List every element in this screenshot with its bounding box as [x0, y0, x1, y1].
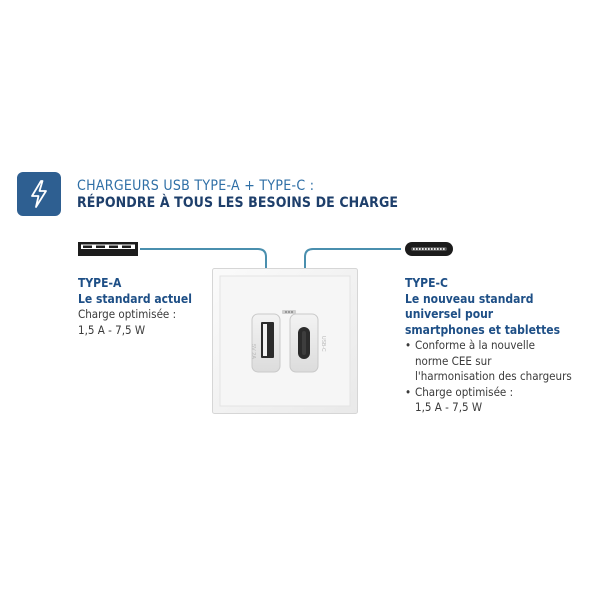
type-a-charge-value: 1,5 A - 7,5 W [78, 322, 146, 337]
usb-charger-socket [212, 268, 358, 414]
type-a-description [78, 276, 192, 338]
bullet-2-line-2: 1,5 A - 7,5 W [415, 400, 483, 414]
usb-type-c-connector-icon [405, 242, 453, 256]
type-c-subheading-1: Le nouveau standard [405, 291, 534, 306]
bullet-item [405, 385, 572, 416]
type-c-description [405, 276, 572, 416]
usb-type-a-connector-icon [78, 242, 138, 256]
port-a-marking: 5V 2A [250, 344, 256, 359]
bullet-item [405, 338, 572, 385]
type-c-heading: TYPE-C [405, 276, 448, 290]
type-a-heading: TYPE-A [78, 276, 122, 290]
bullet-1-line-3: l'harmonisation des chargeurs [415, 369, 572, 383]
type-c-subheading-3: smartphones et tablettes [405, 322, 560, 337]
port-c-marking: USB-C [320, 336, 326, 352]
bullet-2-line-1: • Charge optimisée : [415, 384, 514, 399]
type-c-subheading-2: universel pour [405, 307, 494, 321]
bullet-1-line-1: • Conforme à la nouvelle [415, 338, 536, 352]
type-a-subheading: Le standard actuel [78, 291, 192, 306]
type-a-charge-label: Charge optimisée : [78, 307, 177, 321]
title-line-2: RÉPONDRE À TOUS LES BESOINS DE CHARGE [77, 195, 399, 211]
type-c-bullet-list [405, 338, 572, 416]
bullet-1-line-2: norme CEE sur [415, 353, 492, 368]
title-line-1: CHARGEURS USB TYPE-A + TYPE-C : [77, 178, 315, 194]
